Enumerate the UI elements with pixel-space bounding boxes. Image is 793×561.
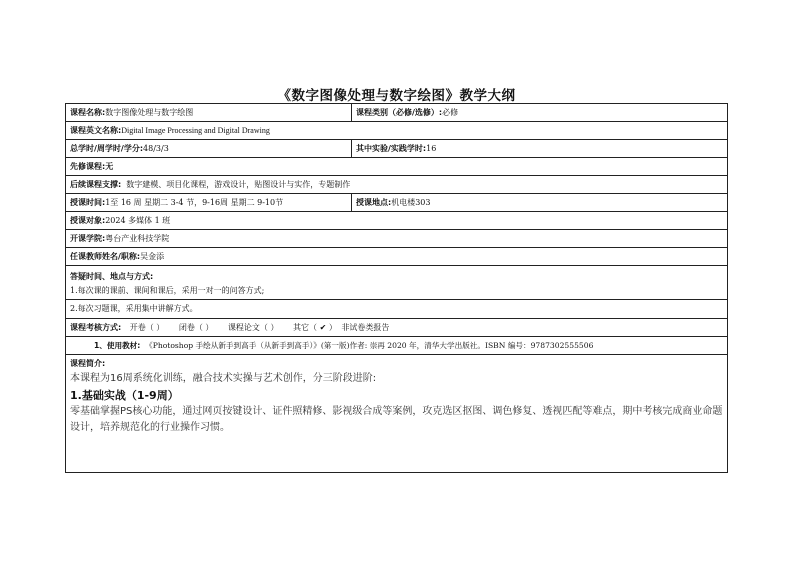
qa-label: 答疑时间、地点与方式: bbox=[70, 271, 154, 281]
exam-label: 课程考核方式: bbox=[70, 323, 122, 332]
hours-label: 总学时/周学时/学分: bbox=[70, 144, 144, 153]
textbook-label: 1、使用教材: bbox=[94, 341, 141, 350]
exam-note: 非试卷类报告 bbox=[341, 323, 390, 332]
college-label: 开课学院: bbox=[70, 234, 106, 243]
target-value: 2024 多媒体 1 班 bbox=[105, 216, 171, 225]
practice-value: 16 bbox=[426, 144, 437, 153]
exam-paper: 课程论文（ ） bbox=[227, 323, 279, 332]
teacher-value: 吴金添 bbox=[140, 252, 165, 261]
row-followup bbox=[66, 176, 728, 194]
prereq-value: 无 bbox=[105, 162, 114, 171]
category-label: 课程类别（必修/选修）: bbox=[356, 108, 443, 117]
qa-line-2: 2.每次习题课，采用集中讲解方式。 bbox=[70, 303, 198, 313]
target-label: 授课对象: bbox=[70, 216, 106, 225]
category-value: 必修 bbox=[442, 108, 459, 117]
practice-label: 其中实验/实践学时: bbox=[356, 144, 427, 153]
row-college bbox=[66, 230, 728, 248]
place-label: 授课地点: bbox=[356, 198, 392, 207]
section-1-title: 1.基础实战（1-9周） bbox=[70, 389, 179, 402]
section-1-text: 零基础掌握PS核心功能，通过网页按键设计、证件照精修、影视级合成等案例，攻克选区抠图、调色修复、透视匹配等难点，期中考核完成商业命题设计，培养规范化的行业操作习惯。 bbox=[70, 406, 723, 433]
row-prereq bbox=[66, 158, 728, 176]
time-value: 1至 16 周 星期二 3-4 节，9-16周 星期二 9-10节 bbox=[105, 198, 284, 207]
row-target bbox=[66, 212, 728, 230]
row-time bbox=[66, 194, 728, 212]
prereq-label: 先修课程: bbox=[70, 162, 106, 171]
row-hours bbox=[66, 140, 728, 158]
document-title: 《数字图像处理与数字绘图》教学大纲 bbox=[277, 88, 516, 104]
textbook-value: 《Photoshop 手绘从新手到高手（从新手到高手）》(第一版)作者: 崇再 2020 年，清华大学出版社。ISBN 编号：9787302555506 bbox=[145, 341, 594, 350]
exam-closed-book: 闭卷（ ） bbox=[178, 323, 214, 332]
row-qa bbox=[66, 266, 728, 319]
followup-label: 后续课程支撑: bbox=[70, 180, 122, 189]
english-name-label: 课程英文名称: bbox=[70, 126, 122, 135]
course-name-label: 课程名称: bbox=[70, 108, 106, 117]
row-english-name bbox=[66, 122, 728, 140]
exam-open-book: 开卷（ ） bbox=[129, 323, 165, 332]
row-textbook bbox=[66, 337, 728, 355]
row-exam bbox=[66, 319, 728, 337]
course-name-value: 数字图像处理与数字绘图 bbox=[105, 108, 194, 117]
followup-value: 数字建模、项目化课程，游戏设计，贴图设计与实作，专题制作 bbox=[126, 180, 351, 189]
intro-paragraph: 本课程为16周系统化训练，融合技术实操与艺术创作，分三阶段进阶: bbox=[70, 373, 377, 384]
syllabus-table bbox=[65, 103, 728, 473]
hours-value: 48/3/3 bbox=[143, 144, 169, 153]
teacher-label: 任课教师姓名/职称: bbox=[70, 252, 141, 261]
row-course-name bbox=[66, 104, 728, 122]
intro-label: 课程简介: bbox=[70, 359, 106, 368]
time-label: 授课时间: bbox=[70, 198, 106, 207]
row-intro bbox=[66, 355, 728, 473]
exam-other: 其它（ ✔ ） bbox=[293, 323, 337, 332]
college-value: 粤台产业科技学院 bbox=[105, 234, 170, 243]
place-value: 机电楼303 bbox=[391, 198, 431, 207]
qa-line-1: 1.每次课的课前、课间和课后，采用一对一的问答方式; bbox=[70, 285, 265, 295]
row-teacher bbox=[66, 248, 728, 266]
english-name-value: Digital Image Processing and Digital Drawing bbox=[121, 126, 270, 135]
